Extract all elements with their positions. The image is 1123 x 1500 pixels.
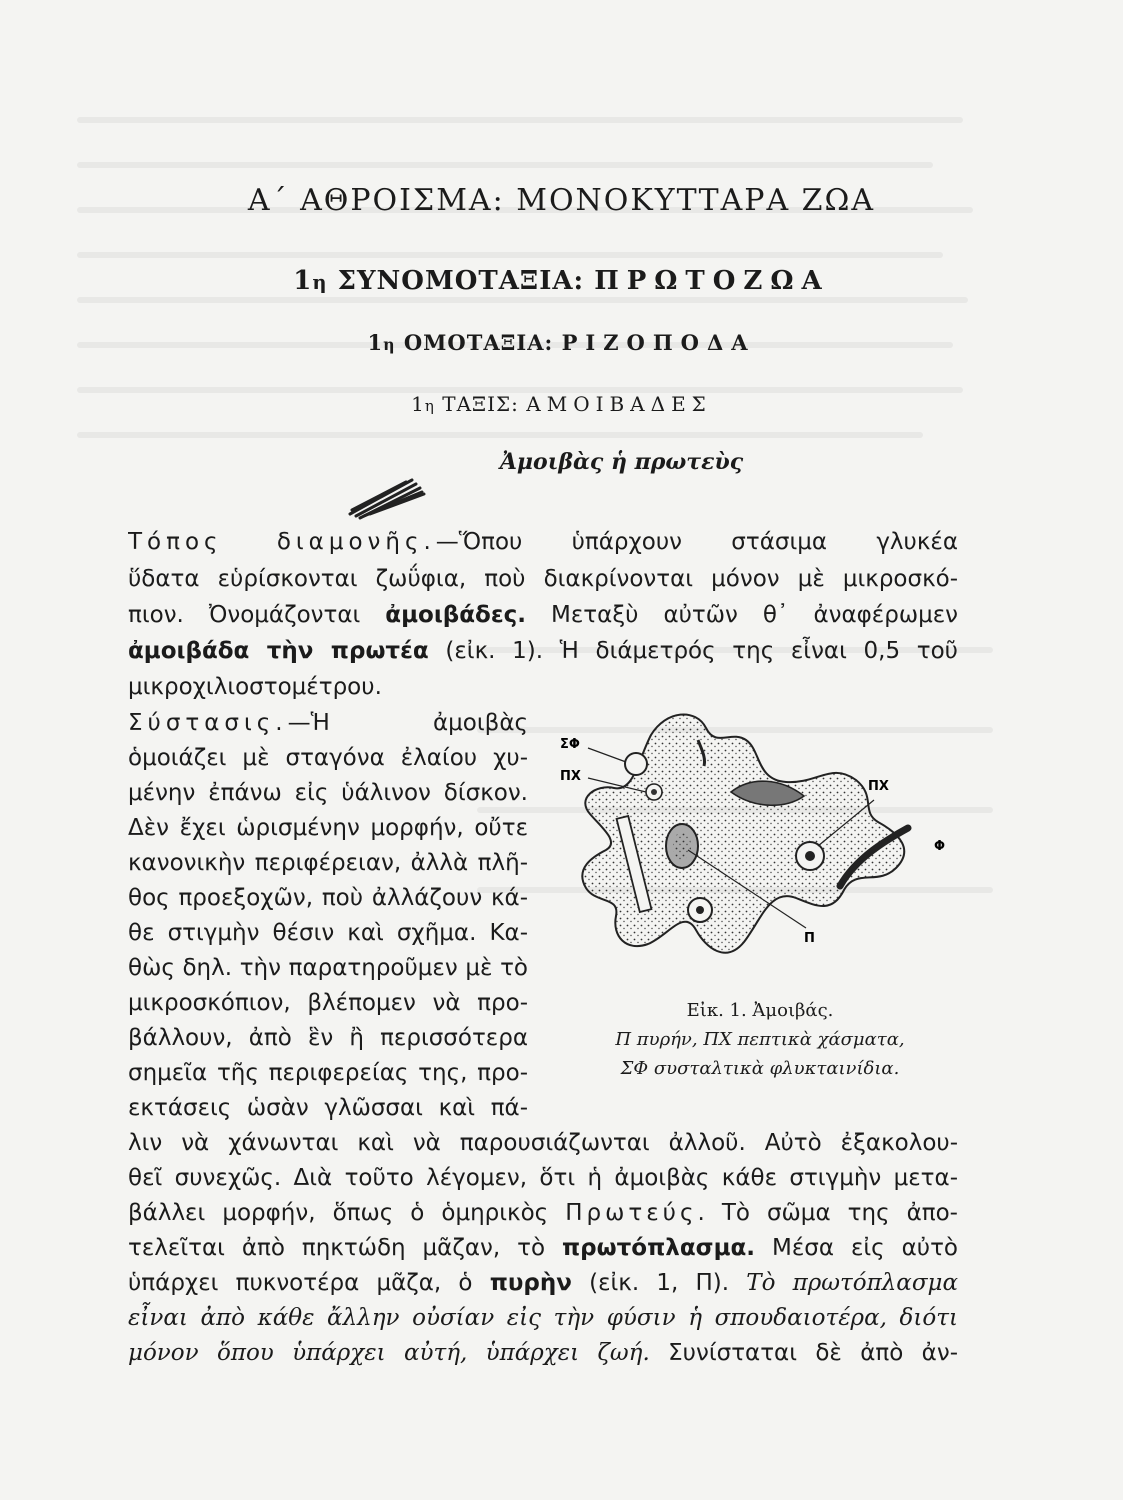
figure-caption-title: Εἰκ. 1. Ἀμοιβάς. (686, 1000, 834, 1021)
habitat-line-3: πιον. Ὀνομάζονται ἀμοιβάδες. Μεταξὺ αὐτῶν θ᾽ ἀναφέρωμεν (128, 602, 958, 628)
habitat-line-5: μικροχιλιοστομέτρου. (128, 674, 382, 700)
composition-line-10: βάλλουν, ἀπὸ ἓν ἢ περισσότερα (128, 1025, 528, 1051)
composition-line-8: θὼς δηλ. τὴν παρατηροῦμεν μὲ τὸ (128, 955, 528, 981)
composition-line-4: Δὲν ἔχει ὡρισμένην μορφήν, οὔτε (128, 815, 528, 841)
label-px-2: ΠΧ (868, 779, 889, 794)
composition-line-3: μένην ἐπάνω εἰς ὑάλινον δίσκον. (128, 780, 528, 806)
species-heading: Ἀμοιβὰς ἡ πρωτεὺς (499, 449, 744, 475)
part-heading: Α΄ ΑΘΡΟΙΣΜΑ: ΜΟΝΟΚΥΤΤΑΡΑ ΖΩΑ (247, 183, 876, 218)
composition-line-12: εκτάσεις ὡσὰν γλῶσσαι καὶ πά- (128, 1095, 528, 1121)
habitat-line-2: ὕδατα εὑρίσκονται ζωΰφια, ποὺ διακρίνονται μόνον μὲ μικροσκό- (128, 566, 958, 592)
composition-line-19: μόνον ὅπου ὑπάρχει αὐτή, ὑπάρχει ζωή. Συνίσταται δὲ ἀπὸ ἀν- (128, 1340, 958, 1366)
label-px-1: ΠΧ (560, 769, 581, 784)
composition-line-15: βάλλει μορφήν, ὅπως ὁ ὁμηρικὸς Πρωτεύς. Τὸ σῶμα της ἀπο- (128, 1200, 958, 1226)
composition-line-6: θος προεξοχῶν, ποὺ ἀλλάζουν κά- (128, 885, 528, 911)
composition-line-1: Σύστασις.—Ἡ ἀμοιβὰς (128, 710, 528, 736)
composition-line-11: σημεῖα τῆς περιφερείας της, προ- (128, 1060, 528, 1086)
order-heading: 1η ΤΑΞΙΣ: ΑΜΟΙΒΑΔΕΣ (411, 392, 712, 416)
habitat-line-4: ἀμοιβάδα τὴν πρωτέα (εἰκ. 1). Ἡ διάμετρός της εἶναι 0,5 τοῦ (128, 638, 958, 664)
class-heading: 1η ΟΜΟΤΑΞΙΑ: ΡΙΖΟΠΟΔΑ (367, 330, 756, 355)
composition-line-5: κανονικὴν περιφέρειαν, ἀλλὰ πλῆ- (128, 850, 528, 876)
label-f: Φ (934, 839, 946, 854)
figure-caption-line-2: Π πυρήν, ΠΧ πεπτικὰ χάσματα, (615, 1029, 905, 1050)
composition-line-17: ὑπάρχει πυκνοτέρα μᾶζα, ὁ πυρὴν (εἰκ. 1, Π). Τὸ πρωτόπλασμα (128, 1270, 958, 1296)
label-sf: ΣΦ (560, 737, 580, 752)
composition-line-14: θεῖ συνεχῶς. Διὰ τοῦτο λέγομεν, ὅτι ἡ ἀμοιβὰς κάθε στιγμὴν μετα- (128, 1165, 958, 1191)
figure-caption-line-3: ΣΦ συσταλτικὰ φλυκταινίδια. (620, 1058, 900, 1079)
phylum-heading: 1η ΣΥΝΟΜΟΤΑΞΙΑ: ΠΡΩΤΟΖΩΑ (293, 266, 830, 296)
habitat-line-1: Τόπος διαμονῆς.—Ὅπου ὑπάρχουν στάσιμα γλυκέα (128, 529, 958, 555)
composition-line-18: εἶναι ἀπὸ κάθε ἄλλην οὐσίαν εἰς τὴν φύσιν ἡ σπουδαιοτέρα, διότι (128, 1305, 958, 1331)
composition-line-7: θε στιγμὴν θέσιν καὶ σχῆμα. Κα- (128, 920, 528, 946)
ink-scribble (342, 470, 432, 522)
composition-line-2: ὁμοιάζει μὲ σταγόνα ἐλαίου χυ- (128, 745, 528, 771)
composition-line-13: λιν νὰ χάνωνται καὶ νὰ παρουσιάζωνται ἀλλοῦ. Αὐτὸ ἐξακολου- (128, 1130, 958, 1156)
label-p: Π (804, 931, 815, 946)
contractile-vacuole (625, 753, 647, 775)
amoeba-figure (556, 700, 966, 990)
composition-line-16: τελεῖται ἀπὸ πηκτώδη μᾶζαν, τὸ πρωτόπλασμα. Μέσα εἰς αὐτὸ (128, 1235, 958, 1261)
composition-line-9: μικροσκόπιον, βλέπομεν νὰ προ- (128, 990, 528, 1016)
